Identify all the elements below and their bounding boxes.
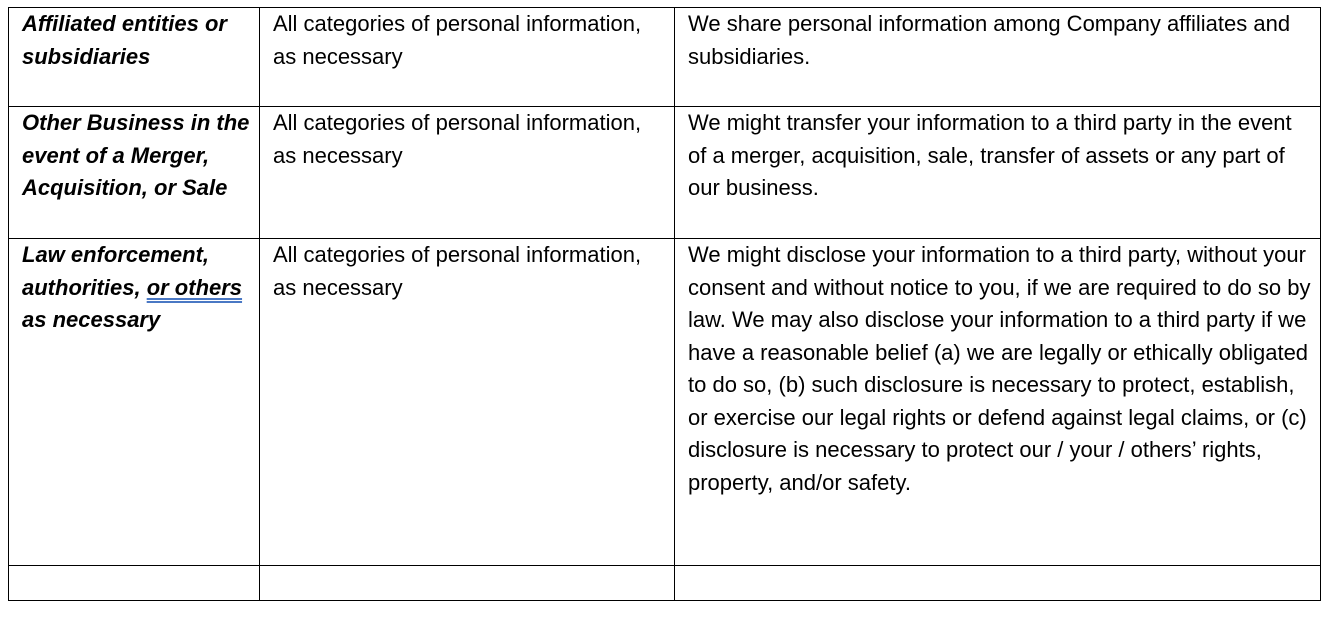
categories-text: All categories of personal information, as necessary xyxy=(273,110,642,168)
recipient-cell[interactable] xyxy=(9,107,260,239)
table-row xyxy=(9,8,1321,107)
recipient-text: Affiliated entities or subsidiaries xyxy=(22,11,227,69)
categories-cell[interactable] xyxy=(260,239,675,566)
recipient-cell[interactable] xyxy=(9,239,260,566)
disclosure-table xyxy=(8,7,1321,601)
table-row xyxy=(9,566,1321,601)
purpose-text: We share personal information among Company affiliates and subsidiaries. xyxy=(688,11,1291,69)
purpose-text: We might disclose your information to a third party, without your consent and without notice to you, if we are required to do so by law. We may also disclose your information to a third party if we have a reasonable belief (a) we are legally or ethically obligated to do so, (b) such disclosure is necessary to protect, establish, or exercise our legal rights or defend against legal claims, or (c) disclosure is necessary to protect our / your / others’ rights, property, and/or safety. xyxy=(688,242,1311,495)
recipient-text: Other Business in the event of a Merger, Acquisition, or Sale xyxy=(22,110,250,200)
purpose-cell[interactable] xyxy=(675,107,1321,239)
categories-text: All categories of personal information, as necessary xyxy=(273,242,642,300)
purpose-cell[interactable] xyxy=(675,566,1321,601)
recipient-cell[interactable] xyxy=(9,566,260,601)
grammar-flagged-text[interactable]: or others xyxy=(146,274,243,300)
categories-cell[interactable] xyxy=(260,8,675,107)
categories-cell[interactable] xyxy=(260,566,675,601)
recipient-text-start: Law enforcement, authorities, xyxy=(22,242,210,300)
purpose-cell[interactable] xyxy=(675,8,1321,107)
purpose-text: We might transfer your information to a third party in the event of a merger, acquisition, sale, transfer of assets or any part of our business. xyxy=(688,110,1292,200)
categories-cell[interactable] xyxy=(260,107,675,239)
table-row xyxy=(9,107,1321,239)
purpose-cell[interactable] xyxy=(675,239,1321,566)
recipient-text xyxy=(22,239,253,337)
table-row xyxy=(9,239,1321,566)
recipient-text-end: as necessary xyxy=(22,307,161,332)
categories-text: All categories of personal information, as necessary xyxy=(273,11,642,69)
recipient-cell[interactable] xyxy=(9,8,260,107)
